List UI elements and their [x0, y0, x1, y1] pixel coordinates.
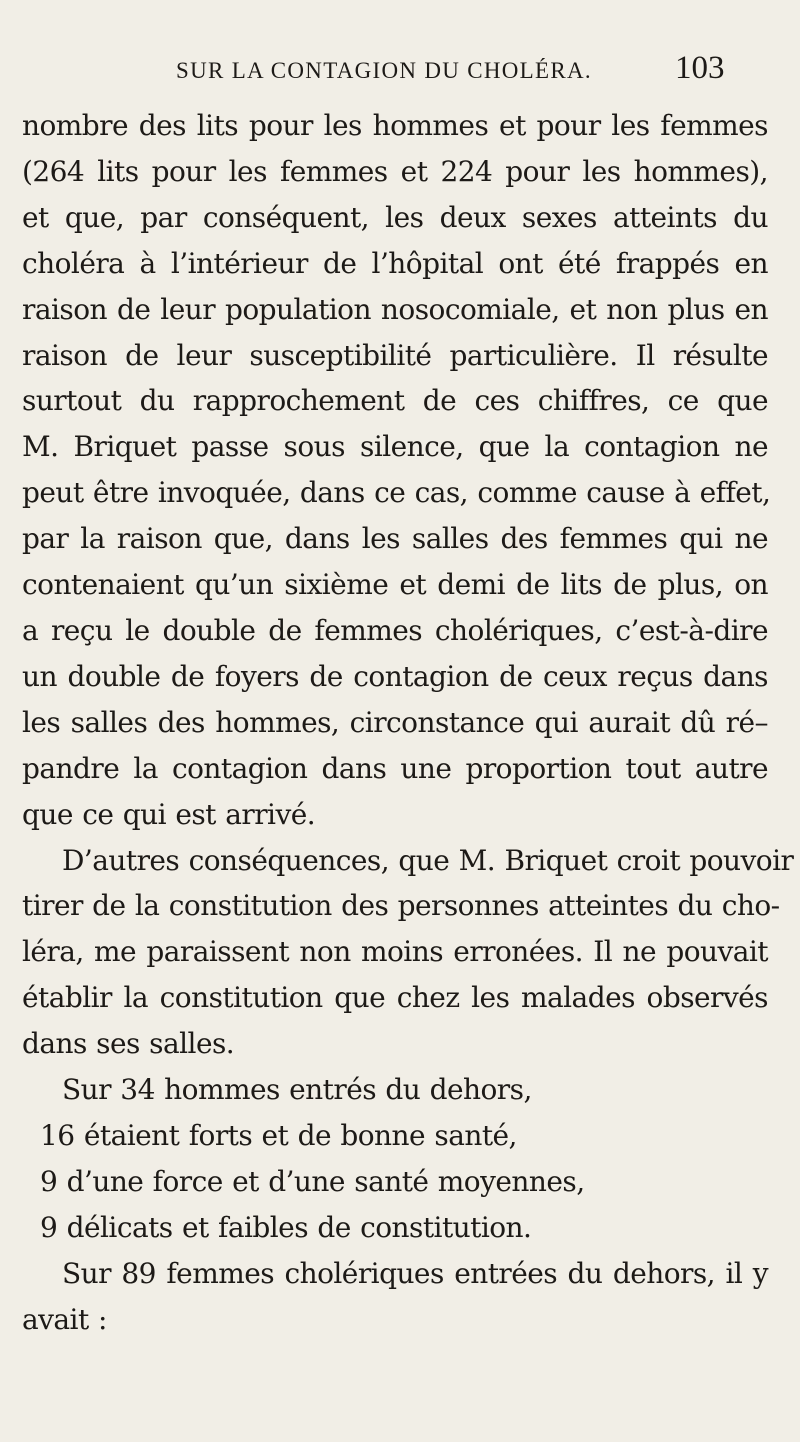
text-line: tirer de la constitution des personnes atteintes du cho- [22, 889, 780, 923]
text-line: contenaient qu’un sixième et demi de lits de plus, on [22, 568, 768, 602]
text-line: M. Briquet passe sous silence, que la contagion ne [22, 430, 768, 464]
text-line: que ce qui est arrivé. [22, 797, 316, 831]
text-line: léra, me paraissent non moins erronées. Il ne pouvait [22, 935, 768, 969]
page-number: 103 [675, 50, 725, 86]
text-line: dans ses salles. [22, 1027, 235, 1061]
text-line: Sur 89 femmes cholériques entrées du dehors, il y [62, 1256, 768, 1290]
list-item: 9 délicats et faibles de constitution. [40, 1210, 532, 1244]
text-line: un double de foyers de contagion de ceux reçus dans [22, 659, 768, 693]
list-item: 16 étaient forts et de bonne santé, [40, 1118, 517, 1152]
text-line: surtout du rapprochement de ces chiffres, ce que [22, 384, 768, 418]
text-line: raison de leur population nosocomiale, et non plus en [22, 292, 768, 326]
text-line: et que, par conséquent, les deux sexes atteints du [22, 200, 768, 234]
text-line: nombre des lits pour les hommes et pour les femmes [22, 109, 768, 142]
text-line: par la raison que, dans les salles des femmes qui ne [22, 522, 768, 556]
text-line: D’autres conséquences, que M. Briquet croit pouvoir [62, 843, 794, 877]
text-line: a reçu le double de femmes cholériques, c’est-à-dire [22, 613, 768, 647]
body-text [22, 103, 794, 1342]
running-title: SUR LA CONTAGION DU CHOLÉRA. [176, 58, 592, 83]
text-line: raison de leur susceptibilité particulière. Il résulte [22, 338, 768, 372]
text-line: (264 lits pour les femmes et 224 pour les hommes), [22, 154, 768, 188]
list-item: Sur 34 hommes entrés du dehors, [62, 1073, 532, 1107]
text-line: établir la constitution que chez les malades observés [22, 981, 768, 1015]
text-line: les salles des hommes, circonstance qui aurait dû ré– [22, 705, 768, 739]
page-header [0, 50, 800, 96]
text-line: peut être invoquée, dans ce cas, comme cause à effet, [22, 476, 771, 510]
text-line: choléra à l’intérieur de l’hôpital ont été frappés en [22, 246, 768, 280]
text-line: pandre la contagion dans une proportion tout autre [22, 751, 768, 785]
text-line: avait : [22, 1302, 107, 1336]
list-item: 9 d’une force et d’une santé moyennes, [40, 1164, 585, 1198]
